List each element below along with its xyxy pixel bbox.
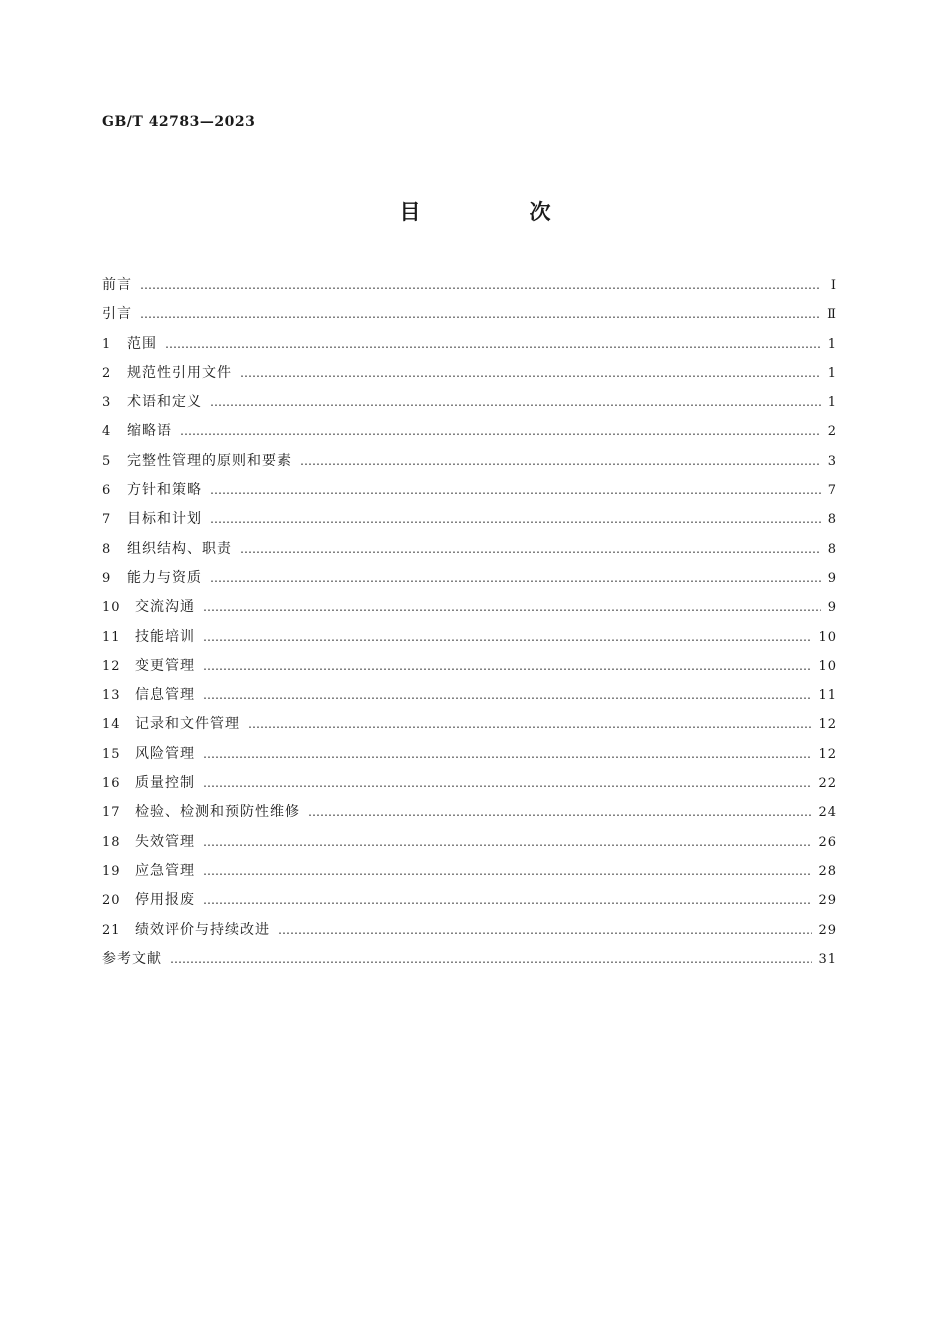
toc-entry-label: 规范性引用文件 [127,364,232,381]
toc-entry[interactable] [102,948,837,977]
toc-entry-label: 应急管理 [135,862,195,879]
toc-entry-number: 21 [102,922,121,938]
toc-entry-label: 缩略语 [127,423,172,440]
toc-entry-number: 4 [102,424,112,440]
toc-entry-number: 7 [102,512,112,528]
toc-entry-number: 17 [102,805,121,821]
toc-entry[interactable] [102,303,837,332]
toc-entry-page: 7 [827,483,837,499]
toc-entry[interactable] [102,713,837,742]
toc-leader-dots [203,687,812,703]
toc-entry-number: 6 [102,483,112,499]
toc-entry-page: 2 [827,424,837,440]
toc-entry-page: 8 [827,512,837,528]
toc-leader-dots [240,365,821,381]
toc-entry-number: 13 [102,688,121,704]
toc-entry[interactable] [102,889,837,918]
toc-leader-dots [210,394,821,410]
toc-entry-label: 技能培训 [135,628,195,645]
toc-entry-number: 16 [102,776,121,792]
toc-entry-page: 22 [818,776,837,792]
toc-entry-page: Ⅱ [827,307,837,323]
toc-entry-number: 5 [102,453,112,469]
toc-entry-label: 风险管理 [135,745,195,762]
toc-entry[interactable] [102,801,837,830]
toc-entry-page: 1 [827,395,837,411]
toc-entry-number: 19 [102,863,121,879]
toc-leader-dots [210,482,821,498]
toc-entry-label: 能力与资质 [127,569,202,586]
toc-entry[interactable] [102,831,837,860]
toc-entry[interactable] [102,479,837,508]
toc-entry-label: 完整性管理的原则和要素 [127,452,292,469]
toc-entry-label: 前言 [102,277,132,293]
toc-entry[interactable] [102,684,837,713]
toc-leader-dots [203,658,812,674]
toc-entry-label: 参考文献 [102,950,162,967]
toc-entry-label: 失效管理 [135,833,195,850]
toc-leader-dots [165,336,821,352]
toc-leader-dots [278,922,812,938]
toc-list [102,274,837,977]
toc-entry-label: 方针和策略 [127,482,202,499]
toc-entry[interactable] [102,596,837,625]
toc-leader-dots [203,892,812,908]
toc-entry-number: 18 [102,834,121,850]
toc-entry[interactable] [102,538,837,567]
toc-entry-number: 15 [102,746,121,762]
toc-entry[interactable] [102,772,837,801]
toc-entry-number: 10 [102,600,121,616]
toc-entry-page: 9 [827,600,837,616]
toc-entry-page: 10 [818,658,837,674]
toc-leader-dots [140,277,821,293]
toc-entry-page: 31 [818,951,837,967]
toc-entry-number: 11 [102,629,121,645]
toc-entry[interactable] [102,919,837,948]
toc-entry-label: 引言 [102,306,132,323]
toc-entry-number: 14 [102,717,121,733]
toc-entry-number: 20 [102,893,121,909]
toc-entry[interactable] [102,450,837,479]
toc-leader-dots [170,951,812,967]
toc-entry[interactable] [102,626,837,655]
toc-entry-page: 12 [818,717,837,733]
toc-entry-page: 10 [818,629,837,645]
toc-entry-label: 信息管理 [135,687,195,704]
toc-leader-dots [210,570,821,586]
toc-leader-dots [308,804,812,820]
toc-entry-page: 29 [818,893,837,909]
toc-entry-label: 范围 [127,335,157,352]
toc-entry-number: 1 [102,336,112,352]
toc-leader-dots [203,599,821,615]
toc-entry-label: 绩效评价与持续改进 [135,921,270,938]
toc-entry-label: 组织结构、职责 [127,540,232,557]
toc-entry-page: Ⅰ [830,278,837,293]
toc-entry-page: 9 [827,570,837,586]
toc-leader-dots [240,541,821,557]
toc-leader-dots [203,863,812,879]
toc-leader-dots [210,511,821,527]
toc-entry-page: 11 [818,688,837,704]
toc-entry[interactable] [102,420,837,449]
toc-entry-page: 1 [827,336,837,352]
toc-leader-dots [180,423,821,439]
toc-entry-page: 12 [818,746,837,762]
toc-leader-dots [203,629,812,645]
toc-entry[interactable] [102,391,837,420]
toc-entry-label: 目标和计划 [127,511,202,528]
toc-entry-number: 2 [102,365,112,381]
toc-entry-page: 28 [818,863,837,879]
toc-leader-dots [203,746,812,762]
toc-entry[interactable] [102,860,837,889]
toc-entry-page: 29 [818,922,837,938]
toc-entry-page: 8 [827,541,837,557]
toc-entry-label: 检验、检测和预防性维修 [135,804,300,821]
toc-entry-label: 记录和文件管理 [135,716,240,733]
toc-leader-dots [203,834,812,850]
toc-leader-dots [140,306,821,322]
toc-entry-label: 交流沟通 [135,599,195,616]
toc-entry[interactable] [102,362,837,391]
toc-entry-page: 24 [818,805,837,821]
toc-entry-page: 3 [827,453,837,469]
toc-entry[interactable] [102,274,837,303]
toc-entry-label: 停用报废 [135,892,195,909]
toc-entry[interactable] [102,508,837,537]
toc-title: 目 次 [399,199,595,224]
toc-entry[interactable] [102,655,837,684]
toc-entry-number: 9 [102,570,112,586]
standard-code: GB/T 42783—2023 [102,114,256,130]
toc-entry-number: 3 [102,395,112,411]
toc-leader-dots [203,775,812,791]
toc-entry-page: 1 [827,365,837,381]
toc-entry-label: 质量控制 [135,775,195,792]
toc-entry-label: 变更管理 [135,657,195,674]
toc-entry-number: 12 [102,658,121,674]
toc-entry[interactable] [102,333,837,362]
toc-entry-number: 8 [102,541,112,557]
toc-entry[interactable] [102,743,837,772]
toc-leader-dots [300,453,821,469]
toc-entry-page: 26 [818,834,837,850]
toc-entry-label: 术语和定义 [127,394,202,411]
toc-entry[interactable] [102,567,837,596]
toc-leader-dots [248,716,812,732]
